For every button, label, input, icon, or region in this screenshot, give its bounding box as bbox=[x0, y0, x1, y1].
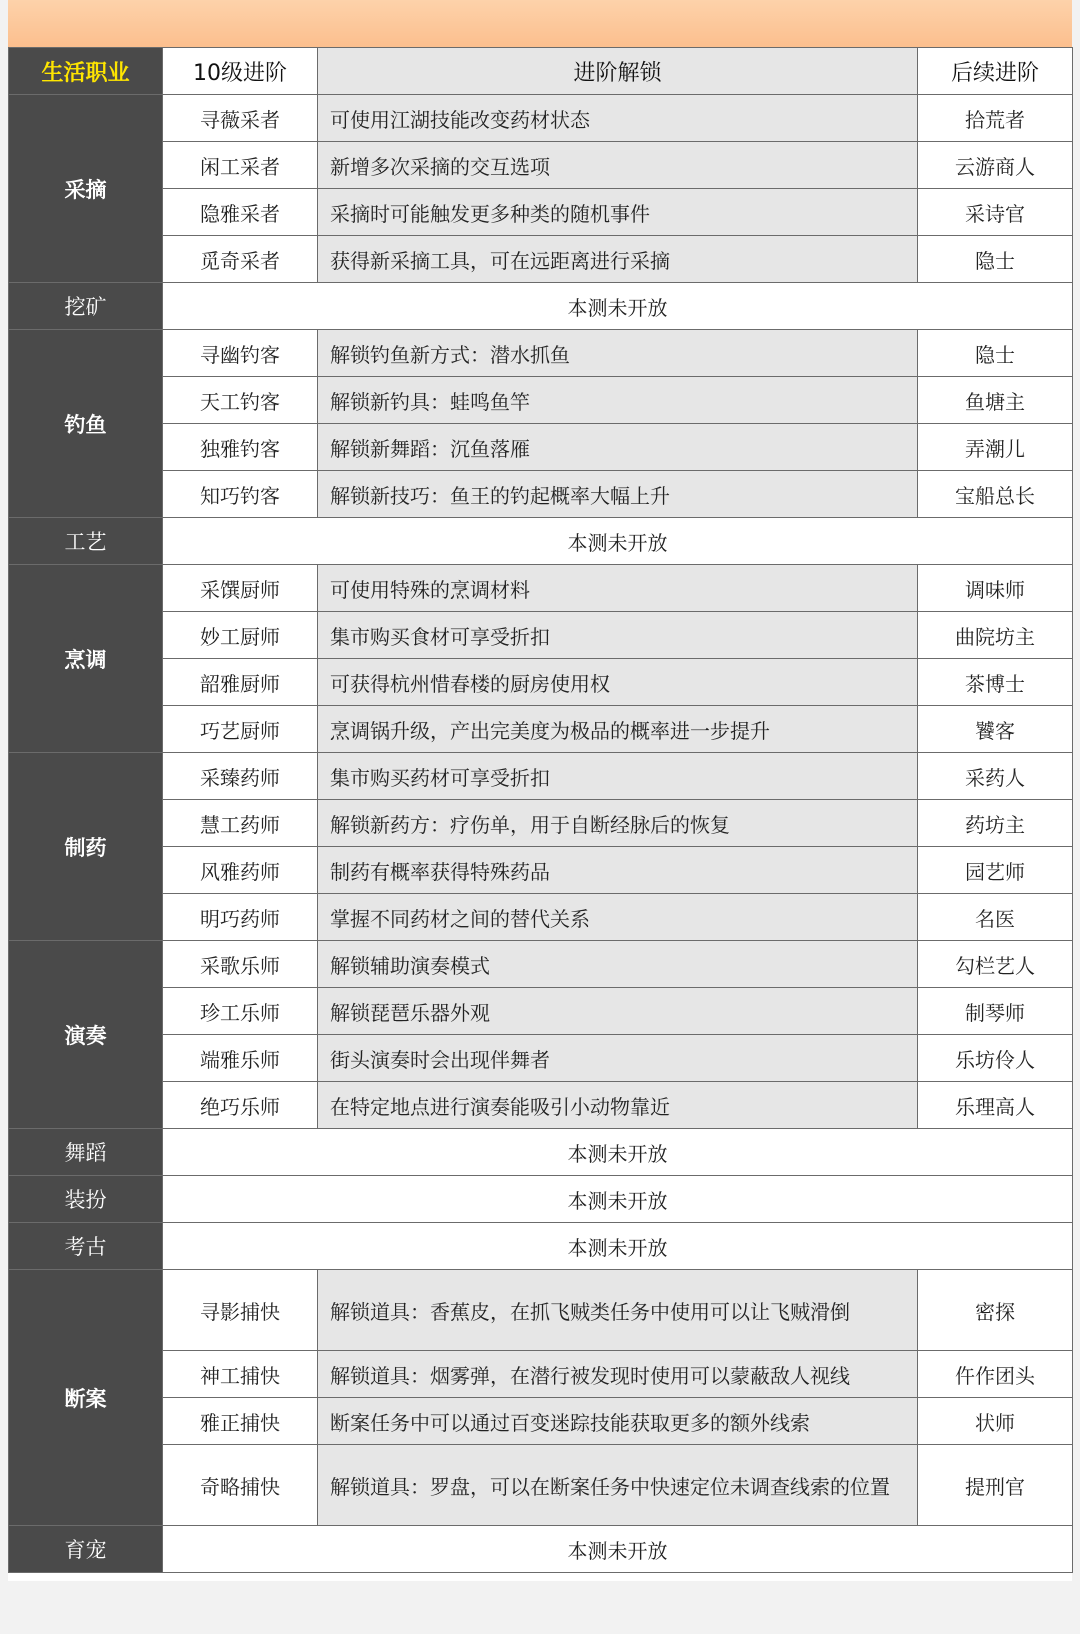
table-row bbox=[9, 424, 1073, 471]
table-row bbox=[9, 377, 1073, 424]
unlock-text: 断案任务中可以通过百变迷踪技能获取更多的额外线索 bbox=[318, 1398, 918, 1445]
level-name: 端雅乐师 bbox=[163, 1035, 318, 1082]
table-row bbox=[9, 1176, 1073, 1223]
next-advance: 仵作团头 bbox=[918, 1351, 1073, 1398]
category-cell: 挖矿 bbox=[9, 283, 163, 330]
category-cell: 装扮 bbox=[9, 1176, 163, 1223]
table-row bbox=[9, 659, 1073, 706]
header-level: 10级进阶 bbox=[163, 48, 318, 95]
next-advance: 乐理高人 bbox=[918, 1082, 1073, 1129]
level-name: 采歌乐师 bbox=[163, 941, 318, 988]
category-cell: 工艺 bbox=[9, 518, 163, 565]
table-row bbox=[9, 283, 1073, 330]
next-advance: 乐坊伶人 bbox=[918, 1035, 1073, 1082]
unlock-text: 解锁新钓具：蛙鸣鱼竿 bbox=[318, 377, 918, 424]
next-advance: 密探 bbox=[918, 1270, 1073, 1351]
unlock-text: 集市购买药材可享受折扣 bbox=[318, 753, 918, 800]
table-row bbox=[9, 753, 1073, 800]
life-profession-table bbox=[8, 47, 1073, 1573]
level-name: 妙工厨师 bbox=[163, 612, 318, 659]
unlock-text: 新增多次采摘的交互选项 bbox=[318, 142, 918, 189]
category-cell: 制药 bbox=[9, 753, 163, 941]
level-name: 寻薇采者 bbox=[163, 95, 318, 142]
level-name: 雅正捕快 bbox=[163, 1398, 318, 1445]
level-name: 采馔厨师 bbox=[163, 565, 318, 612]
category-cell: 舞蹈 bbox=[9, 1129, 163, 1176]
unlock-text: 解锁新技巧：鱼王的钓起概率大幅上升 bbox=[318, 471, 918, 518]
table-row bbox=[9, 95, 1073, 142]
table-row bbox=[9, 1445, 1073, 1526]
level-name: 天工钓客 bbox=[163, 377, 318, 424]
table-row bbox=[9, 1082, 1073, 1129]
level-name: 寻幽钓客 bbox=[163, 330, 318, 377]
next-advance: 拾荒者 bbox=[918, 95, 1073, 142]
unlock-text: 采摘时可能触发更多种类的随机事件 bbox=[318, 189, 918, 236]
category-cell: 考古 bbox=[9, 1223, 163, 1270]
header-next: 后续进阶 bbox=[918, 48, 1073, 95]
level-name: 闲工采者 bbox=[163, 142, 318, 189]
category-cell: 烹调 bbox=[9, 565, 163, 753]
unlock-text: 解锁新舞蹈：沉鱼落雁 bbox=[318, 424, 918, 471]
unlock-text: 街头演奏时会出现伴舞者 bbox=[318, 1035, 918, 1082]
header-row bbox=[9, 48, 1073, 95]
header-category: 生活职业 bbox=[9, 48, 163, 95]
level-name: 慧工药师 bbox=[163, 800, 318, 847]
table-row bbox=[9, 1223, 1073, 1270]
next-advance: 弄潮儿 bbox=[918, 424, 1073, 471]
table-row bbox=[9, 1035, 1073, 1082]
next-advance: 云游商人 bbox=[918, 142, 1073, 189]
not-open-status: 本测未开放 bbox=[163, 1526, 1073, 1573]
not-open-status: 本测未开放 bbox=[163, 1176, 1073, 1223]
next-advance: 状师 bbox=[918, 1398, 1073, 1445]
unlock-text: 解锁琵琶乐器外观 bbox=[318, 988, 918, 1035]
table-row bbox=[9, 1129, 1073, 1176]
table-row bbox=[9, 142, 1073, 189]
table-row bbox=[9, 800, 1073, 847]
table-row bbox=[9, 471, 1073, 518]
level-name: 明巧药师 bbox=[163, 894, 318, 941]
unlock-text: 解锁道具：烟雾弹，在潜行被发现时使用可以蒙蔽敌人视线 bbox=[318, 1351, 918, 1398]
unlock-text: 可使用特殊的烹调材料 bbox=[318, 565, 918, 612]
unlock-text: 可获得杭州惜春楼的厨房使用权 bbox=[318, 659, 918, 706]
unlock-text: 制药有概率获得特殊药品 bbox=[318, 847, 918, 894]
next-advance: 名医 bbox=[918, 894, 1073, 941]
table-row bbox=[9, 941, 1073, 988]
next-advance: 勾栏艺人 bbox=[918, 941, 1073, 988]
unlock-text: 在特定地点进行演奏能吸引小动物靠近 bbox=[318, 1082, 918, 1129]
table-row bbox=[9, 1351, 1073, 1398]
table-row bbox=[9, 706, 1073, 753]
unlock-text: 解锁道具：香蕉皮，在抓飞贼类任务中使用可以让飞贼滑倒 bbox=[318, 1270, 918, 1351]
category-cell: 采摘 bbox=[9, 95, 163, 283]
table-row bbox=[9, 988, 1073, 1035]
next-advance: 调味师 bbox=[918, 565, 1073, 612]
level-name: 隐雅采者 bbox=[163, 189, 318, 236]
level-name: 奇略捕快 bbox=[163, 1445, 318, 1526]
level-name: 韶雅厨师 bbox=[163, 659, 318, 706]
next-advance: 宝船总长 bbox=[918, 471, 1073, 518]
category-cell: 钓鱼 bbox=[9, 330, 163, 518]
not-open-status: 本测未开放 bbox=[163, 518, 1073, 565]
next-advance: 制琴师 bbox=[918, 988, 1073, 1035]
unlock-text: 集市购买食材可享受折扣 bbox=[318, 612, 918, 659]
category-cell: 断案 bbox=[9, 1270, 163, 1526]
category-cell: 演奏 bbox=[9, 941, 163, 1129]
next-advance: 隐士 bbox=[918, 236, 1073, 283]
level-name: 采臻药师 bbox=[163, 753, 318, 800]
unlock-text: 可使用江湖技能改变药材状态 bbox=[318, 95, 918, 142]
page-footer bbox=[0, 1581, 1080, 1634]
next-advance: 曲院坊主 bbox=[918, 612, 1073, 659]
unlock-text: 解锁辅助演奏模式 bbox=[318, 941, 918, 988]
table-row bbox=[9, 518, 1073, 565]
next-advance: 茶博士 bbox=[918, 659, 1073, 706]
table-row bbox=[9, 1526, 1073, 1573]
level-name: 风雅药师 bbox=[163, 847, 318, 894]
level-name: 绝巧乐师 bbox=[163, 1082, 318, 1129]
unlock-text: 解锁新药方：疗伤单，用于自断经脉后的恢复 bbox=[318, 800, 918, 847]
level-name: 独雅钓客 bbox=[163, 424, 318, 471]
next-advance: 鱼塘主 bbox=[918, 377, 1073, 424]
next-advance: 采药人 bbox=[918, 753, 1073, 800]
level-name: 寻影捕快 bbox=[163, 1270, 318, 1351]
unlock-text: 掌握不同药材之间的替代关系 bbox=[318, 894, 918, 941]
category-cell: 育宠 bbox=[9, 1526, 163, 1573]
level-name: 觅奇采者 bbox=[163, 236, 318, 283]
header-unlock: 进阶解锁 bbox=[318, 48, 918, 95]
next-advance: 园艺师 bbox=[918, 847, 1073, 894]
table-row bbox=[9, 847, 1073, 894]
table-row bbox=[9, 612, 1073, 659]
table-row bbox=[9, 236, 1073, 283]
table-row bbox=[9, 1270, 1073, 1351]
next-advance: 药坊主 bbox=[918, 800, 1073, 847]
not-open-status: 本测未开放 bbox=[163, 1223, 1073, 1270]
level-name: 珍工乐师 bbox=[163, 988, 318, 1035]
next-advance: 饕客 bbox=[918, 706, 1073, 753]
table-row bbox=[9, 894, 1073, 941]
level-name: 知巧钓客 bbox=[163, 471, 318, 518]
unlock-text: 获得新采摘工具，可在远距离进行采摘 bbox=[318, 236, 918, 283]
unlock-text: 烹调锅升级，产出完美度为极品的概率进一步提升 bbox=[318, 706, 918, 753]
next-advance: 提刑官 bbox=[918, 1445, 1073, 1526]
unlock-text: 解锁道具：罗盘，可以在断案任务中快速定位未调查线索的位置 bbox=[318, 1445, 918, 1526]
next-advance: 隐士 bbox=[918, 330, 1073, 377]
not-open-status: 本测未开放 bbox=[163, 1129, 1073, 1176]
table-row bbox=[9, 330, 1073, 377]
not-open-status: 本测未开放 bbox=[163, 283, 1073, 330]
top-banner bbox=[8, 0, 1072, 47]
table-row bbox=[9, 189, 1073, 236]
level-name: 巧艺厨师 bbox=[163, 706, 318, 753]
table-row bbox=[9, 565, 1073, 612]
table-row bbox=[9, 1398, 1073, 1445]
unlock-text: 解锁钓鱼新方式：潜水抓鱼 bbox=[318, 330, 918, 377]
level-name: 神工捕快 bbox=[163, 1351, 318, 1398]
next-advance: 采诗官 bbox=[918, 189, 1073, 236]
